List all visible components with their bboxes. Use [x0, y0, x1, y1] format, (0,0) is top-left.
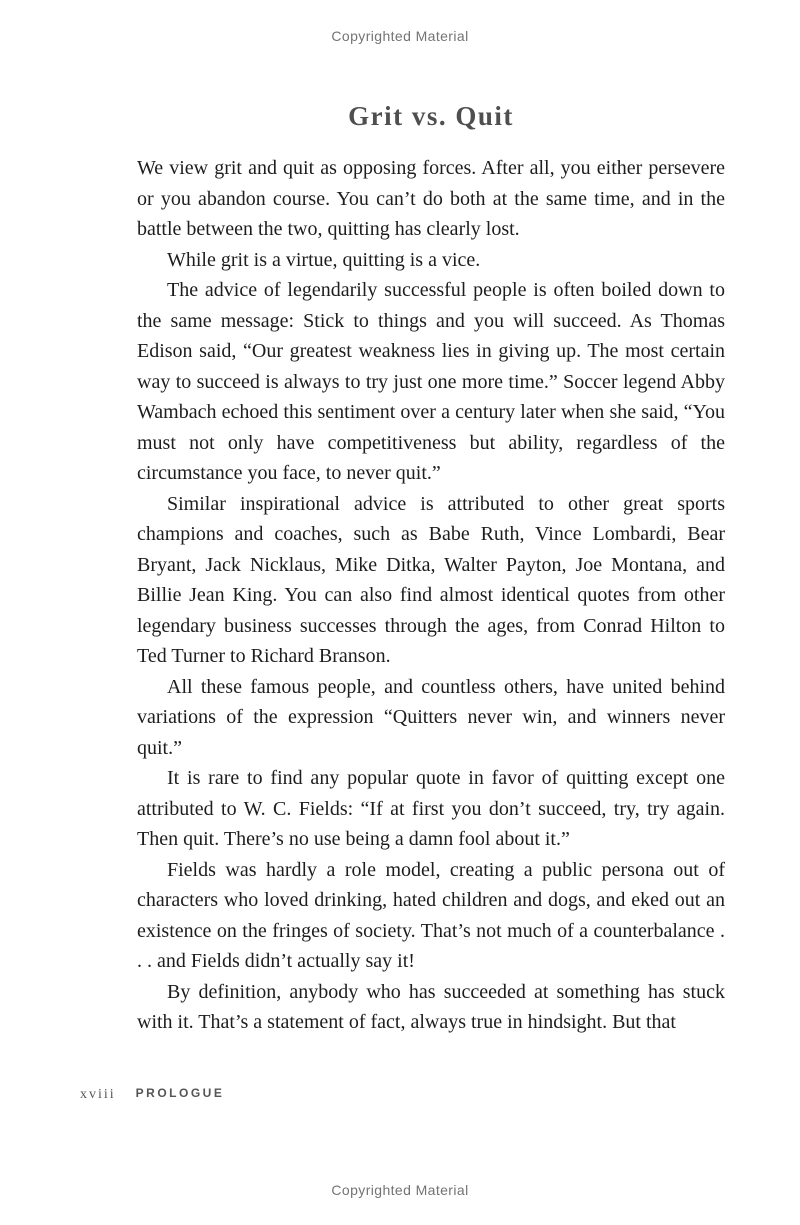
paragraph: By definition, anybody who has succeeded at something has stuck with it. That’s a statement of fact, always true in hindsight. But that — [137, 980, 725, 1033]
paragraph: Fields was hardly a role model, creating a public persona out of characters who loved drinking, hated children and dogs, and eked out an existence on the fringes of society. That’s not much of a counterbalance . . . and Fields didn’t actually say it! — [137, 858, 725, 972]
page-footer — [80, 1085, 224, 1103]
paragraph: The advice of legendarily successful people is often boiled down to the same message: Stick to things and you will succeed. As Thomas Edison said, “Our greatest weakness lies in giving up. The most certain way to succeed is always to try just one more time.” Soccer legend Abby Wambach echoed this sentiment over a century later when she said, “You must not only have competitiveness but ability, regardless of the circumstance you face, to never quit.” — [137, 279, 725, 484]
chapter-title: Grit vs. Quit — [348, 101, 514, 131]
paragraph: While grit is a virtue, quitting is a vice. — [167, 248, 481, 271]
paragraph: All these famous people, and countless others, have united behind variations of the expression “Quitters never win, and winners never quit.” — [137, 675, 725, 759]
paragraph: Similar inspirational advice is attributed to other great sports champions and coaches, such as Babe Ruth, Vince Lombardi, Bear Bryant, Jack Nicklaus, Mike Ditka, Walter Payton, Joe Montana, and Billie Jean King. You can also find almost identical quotes from other legendary business successes through the ages, from Conrad Hilton to Ted Turner to Richard Branson. — [137, 492, 725, 667]
copyright-notice-bottom: Copyrighted Material — [331, 1182, 469, 1198]
body-text — [137, 153, 725, 1038]
paragraph: We view grit and quit as opposing forces. After all, you either persevere or you abandon course. You can’t do both at the same time, and in the battle between the two, quitting has clearly lost. — [137, 157, 725, 240]
copyright-notice-top: Copyrighted Material — [331, 28, 469, 44]
page-number: xviii — [80, 1087, 116, 1102]
paragraph: It is rare to find any popular quote in favor of quitting except one attributed to W. C. Fields: “If at first you don’t succeed, try, try again. Then quit. There’s no use being a damn fool about it.” — [137, 767, 725, 850]
section-label: PROLOGUE — [135, 1086, 225, 1100]
